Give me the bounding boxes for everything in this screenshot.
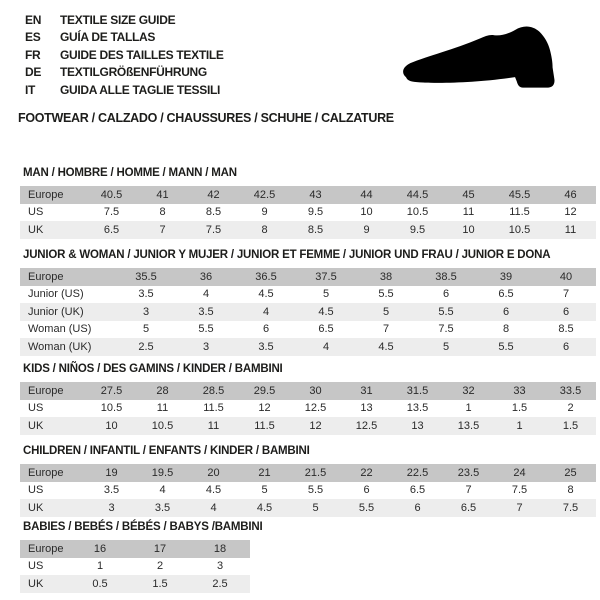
row-label: US [28, 402, 44, 415]
size-cell: 7.5 [438, 323, 454, 336]
size-section [20, 445, 596, 517]
size-cell: 8 [502, 323, 510, 336]
size-cell: 9.5 [409, 223, 426, 236]
size-cell: 44 [360, 188, 373, 201]
size-cell: 22.5 [406, 466, 429, 479]
size-cell: 6.5 [318, 323, 334, 336]
row-label: Europe [28, 270, 64, 283]
size-cell: 7 [516, 501, 523, 514]
size-cell: 11.5 [203, 402, 224, 415]
size-cell: 6.5 [460, 501, 477, 514]
size-cell: 44.5 [406, 188, 429, 201]
size-cell: 31.5 [406, 384, 429, 397]
size-cell: 10.5 [151, 419, 174, 432]
size-cell: 5.5 [438, 305, 454, 318]
size-cell: 4.5 [258, 288, 274, 301]
size-cell: 38 [379, 270, 393, 283]
size-cell: 6.5 [103, 223, 120, 236]
row-label: Europe [28, 384, 64, 397]
size-cell: 11 [564, 223, 577, 236]
size-table-row [20, 221, 596, 239]
size-cell: 8.5 [558, 323, 574, 336]
row-label: Europe [28, 188, 64, 201]
size-table [20, 268, 596, 356]
size-cell: 6 [414, 501, 421, 514]
size-cell: 9 [261, 206, 268, 219]
size-cell: 5 [312, 501, 319, 514]
size-cell: 11 [207, 419, 220, 432]
size-cell: 7.5 [103, 206, 120, 219]
size-cell: 36.5 [255, 270, 277, 283]
lang-code: FR [25, 47, 41, 62]
size-cell: 8 [567, 484, 574, 497]
size-cell: 6 [562, 305, 570, 318]
size-cell: 3 [202, 340, 210, 353]
size-cell: 1.5 [562, 419, 579, 432]
size-table-header-row [20, 268, 596, 286]
size-table-row [20, 400, 596, 418]
size-cell: 6 [363, 484, 370, 497]
section-title: CHILDREN / INFANTIL / ENFANTS / KINDER / BAMBINI [23, 445, 310, 457]
size-cell: 39 [499, 270, 513, 283]
lang-code: ES [25, 30, 41, 45]
size-table-header-row [20, 540, 250, 558]
size-section [20, 167, 596, 239]
size-cell: 4 [210, 501, 217, 514]
size-cell: 19 [105, 466, 118, 479]
size-cell: 8 [261, 223, 268, 236]
size-cell: 4.5 [378, 340, 394, 353]
size-table-header-row [20, 382, 596, 400]
size-cell: 23.5 [457, 466, 480, 479]
size-cell: 6 [262, 323, 270, 336]
size-cell: 4 [262, 305, 270, 318]
size-cell: 12.5 [304, 402, 327, 415]
size-table-row [20, 303, 596, 321]
size-cell: 3.5 [103, 484, 120, 497]
size-cell: 36 [199, 270, 213, 283]
size-table-row [20, 286, 596, 304]
size-cell: 8 [159, 206, 166, 219]
size-cell: 3.5 [258, 340, 274, 353]
row-label: US [28, 484, 44, 497]
size-cell: 11.5 [254, 419, 275, 432]
size-cell: 10.5 [406, 206, 429, 219]
size-cell: 24 [513, 466, 526, 479]
size-cell: 31 [360, 384, 373, 397]
size-cell: 7 [159, 223, 166, 236]
size-cell: 4 [202, 288, 210, 301]
size-cell: 2 [156, 560, 164, 573]
row-label: US [28, 560, 44, 573]
size-cell: 13 [411, 419, 424, 432]
size-cell: 4 [159, 484, 166, 497]
size-cell: 5 [142, 323, 150, 336]
size-cell: 4.5 [256, 501, 273, 514]
size-cell: 10 [462, 223, 475, 236]
size-cell: 42 [207, 188, 220, 201]
size-cell: 16 [93, 542, 107, 555]
size-cell: 1.5 [152, 577, 168, 590]
size-cell: 3.5 [198, 305, 214, 318]
size-cell: 9.5 [307, 206, 324, 219]
size-cell: 7.5 [205, 223, 222, 236]
size-cell: 10 [105, 419, 118, 432]
size-cell: 4.5 [205, 484, 222, 497]
size-cell: 28.5 [202, 384, 225, 397]
row-label: Junior (UK) [28, 305, 84, 318]
size-cell: 12 [564, 206, 577, 219]
size-cell: 5.5 [358, 501, 375, 514]
size-cell: 7 [382, 323, 390, 336]
lang-label: TEXTILGRÖßENFÜHRUNG [60, 65, 207, 80]
size-table-header-row [20, 464, 596, 482]
lang-code: EN [25, 12, 42, 27]
size-cell: 37.5 [315, 270, 337, 283]
row-label: Junior (US) [28, 288, 84, 301]
category-title: FOOTWEAR / CALZADO / CHAUSSURES / SCHUHE / CALZATURE [18, 111, 394, 125]
size-cell: 10.5 [508, 223, 531, 236]
size-cell: 8.5 [307, 223, 324, 236]
size-cell: 9 [363, 223, 370, 236]
size-cell: 13.5 [406, 402, 429, 415]
size-cell: 33 [513, 384, 526, 397]
size-cell: 1 [96, 560, 104, 573]
size-cell: 35.5 [135, 270, 157, 283]
size-cell: 4 [322, 340, 330, 353]
size-cell: 38.5 [435, 270, 457, 283]
lang-label: GUIDE DES TAILLES TEXTILE [60, 47, 224, 62]
size-cell: 5 [261, 484, 268, 497]
size-cell: 5.5 [198, 323, 214, 336]
size-cell: 12 [309, 419, 322, 432]
size-cell: 5.5 [498, 340, 514, 353]
size-cell: 2.5 [212, 577, 228, 590]
size-cell: 32 [462, 384, 475, 397]
size-cell: 17 [153, 542, 167, 555]
row-label: Woman (UK) [28, 340, 92, 353]
size-cell: 40 [559, 270, 573, 283]
size-cell: 7.5 [511, 484, 528, 497]
size-table-row [20, 558, 250, 576]
size-cell: 5 [322, 288, 330, 301]
size-cell: 45 [462, 188, 475, 201]
size-cell: 1.5 [511, 402, 528, 415]
size-cell: 3.5 [138, 288, 154, 301]
size-cell: 12 [258, 402, 271, 415]
lang-code: IT [25, 82, 36, 97]
size-cell: 4.5 [318, 305, 334, 318]
size-section [20, 363, 596, 435]
size-cell: 19.5 [151, 466, 174, 479]
size-table-row [20, 417, 596, 435]
size-cell: 6.5 [498, 288, 514, 301]
size-cell: 21 [258, 466, 271, 479]
row-label: Woman (US) [28, 323, 92, 336]
size-table [20, 464, 596, 517]
size-cell: 8.5 [205, 206, 222, 219]
size-cell: 5 [382, 305, 390, 318]
size-cell: 5.5 [307, 484, 324, 497]
size-cell: 12.5 [355, 419, 378, 432]
size-cell: 6 [562, 340, 570, 353]
size-cell: 28 [156, 384, 169, 397]
row-label: UK [28, 501, 44, 514]
size-cell: 3 [142, 305, 150, 318]
size-section [20, 521, 262, 593]
size-cell: 1 [516, 419, 523, 432]
size-cell: 2.5 [138, 340, 154, 353]
row-label: US [28, 206, 44, 219]
row-label: UK [28, 419, 44, 432]
size-table-row [20, 482, 596, 500]
size-cell: 11.5 [509, 206, 530, 219]
row-label: Europe [28, 466, 64, 479]
size-cell: 2 [567, 402, 574, 415]
size-cell: 0.5 [92, 577, 108, 590]
size-cell: 20 [207, 466, 220, 479]
size-cell: 21.5 [304, 466, 327, 479]
size-cell: 13 [360, 402, 373, 415]
size-cell: 11 [156, 402, 169, 415]
size-section [20, 249, 596, 356]
size-table-row [20, 204, 596, 222]
size-cell: 18 [213, 542, 227, 555]
section-title: MAN / HOMBRE / HOMME / MANN / MAN [23, 167, 237, 179]
row-label: Europe [28, 542, 64, 555]
size-table [20, 186, 596, 239]
size-cell: 42.5 [253, 188, 276, 201]
size-cell: 6 [442, 288, 450, 301]
size-cell: 6.5 [409, 484, 426, 497]
size-cell: 46 [564, 188, 577, 201]
row-label: UK [28, 577, 44, 590]
lang-label: GUÍA DE TALLAS [60, 30, 156, 45]
size-cell: 10 [360, 206, 373, 219]
section-title: BABIES / BEBÉS / BÉBÉS / BABYS /BAMBINI [23, 521, 263, 533]
size-cell: 45.5 [508, 188, 531, 201]
size-cell: 22 [360, 466, 373, 479]
size-cell: 29.5 [253, 384, 276, 397]
lang-label: GUIDA ALLE TAGLIE TESSILI [60, 82, 221, 97]
size-cell: 43 [309, 188, 322, 201]
size-table-row [20, 575, 250, 593]
size-table-row [20, 338, 596, 356]
size-cell: 41 [156, 188, 169, 201]
size-cell: 7.5 [562, 501, 579, 514]
size-cell: 3 [108, 501, 115, 514]
size-cell: 5.5 [378, 288, 394, 301]
size-cell: 5 [442, 340, 450, 353]
size-cell: 3.5 [154, 501, 171, 514]
size-cell: 30 [309, 384, 322, 397]
size-cell: 25 [564, 466, 577, 479]
size-cell: 13.5 [457, 419, 480, 432]
size-cell: 27.5 [100, 384, 123, 397]
row-label: UK [28, 223, 44, 236]
size-table-row [20, 321, 596, 339]
size-table-row [20, 499, 596, 517]
size-cell: 1 [465, 402, 472, 415]
lang-code: DE [25, 65, 42, 80]
lang-label: TEXTILE SIZE GUIDE [60, 12, 176, 27]
size-cell: 10.5 [100, 402, 123, 415]
section-title: KIDS / NIÑOS / DES GAMINS / KINDER / BAMBINI [23, 363, 283, 375]
size-cell: 3 [216, 560, 224, 573]
section-title: JUNIOR & WOMAN / JUNIOR Y MUJER / JUNIOR ET FEMME / JUNIOR UND FRAU / JUNIOR E DONA [23, 249, 551, 261]
size-cell: 40.5 [100, 188, 123, 201]
size-cell: 6 [502, 305, 510, 318]
size-cell: 7 [465, 484, 472, 497]
size-cell: 11 [462, 206, 475, 219]
size-table [20, 382, 596, 435]
size-cell: 33.5 [559, 384, 582, 397]
size-cell: 7 [562, 288, 570, 301]
size-table [20, 540, 250, 593]
size-table-header-row [20, 186, 596, 204]
